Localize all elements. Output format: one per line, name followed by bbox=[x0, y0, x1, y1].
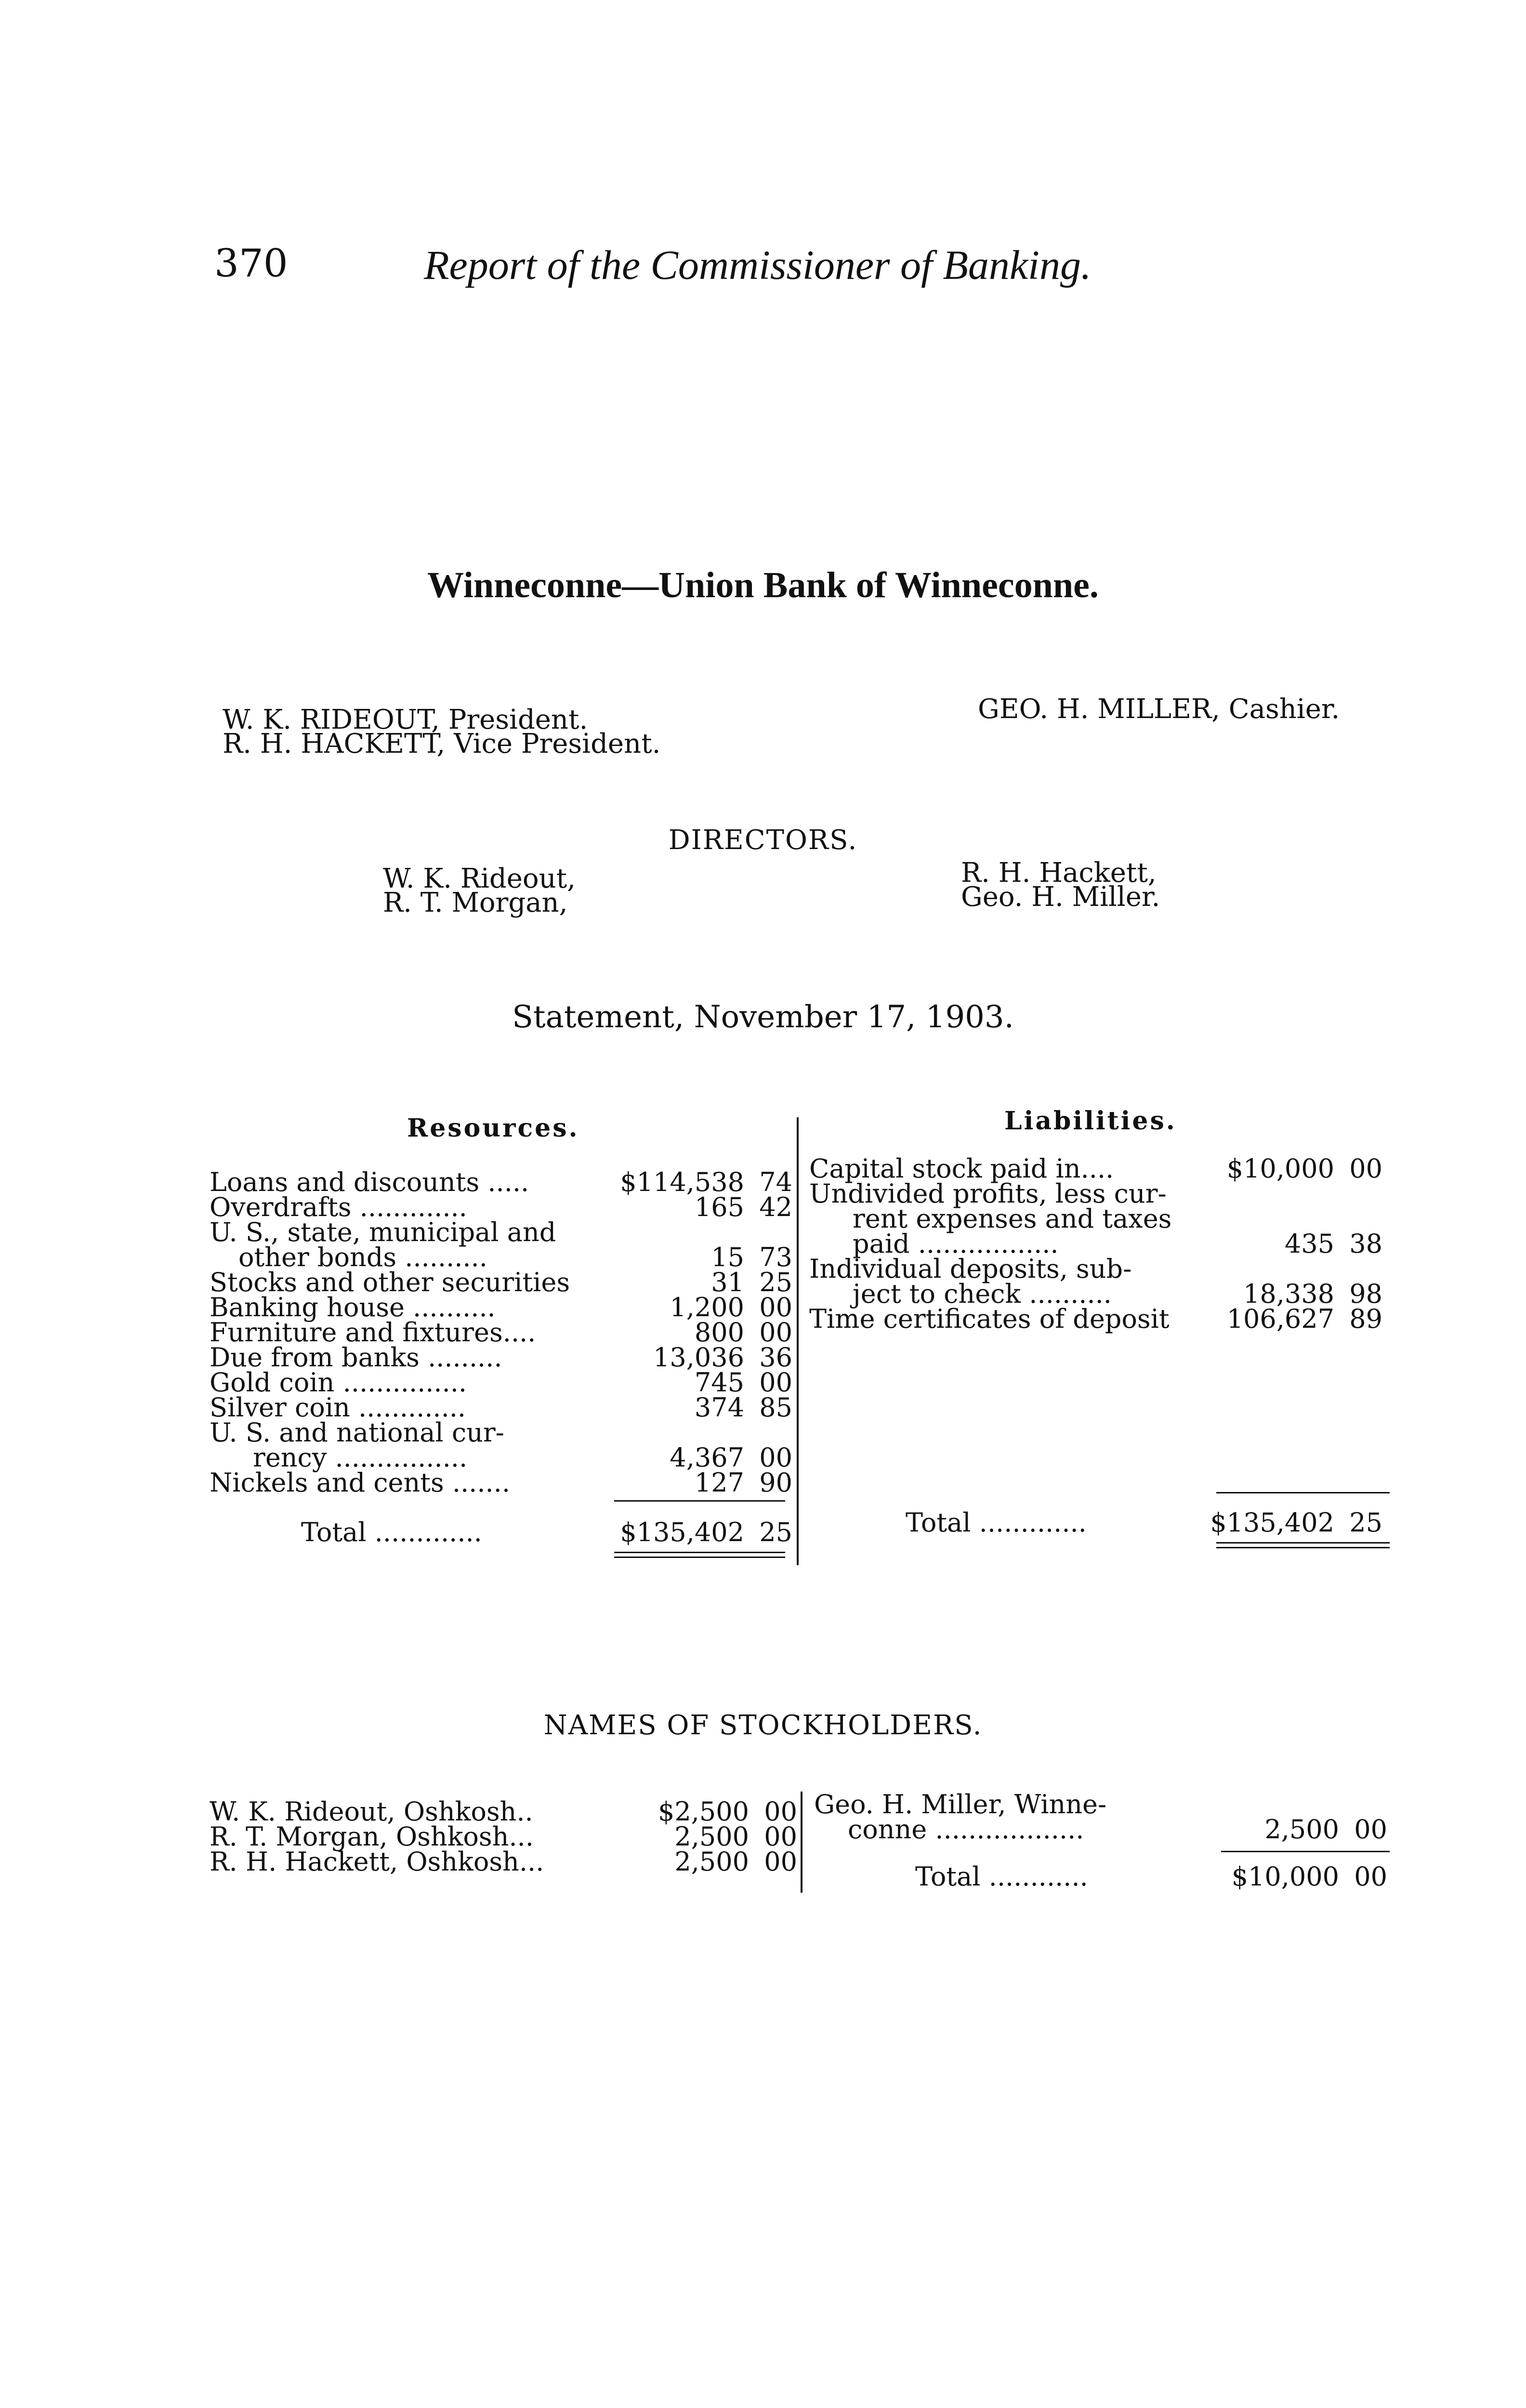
statement-date: Statement, November 17, 1903. bbox=[512, 999, 1014, 1035]
director-name: W. K. Rideout, bbox=[383, 863, 576, 894]
director-name: Geo. H. Miller. bbox=[961, 881, 1160, 913]
bank-title: Winneconne—Union Bank of Winneconne. bbox=[427, 565, 1099, 605]
resources-heading: Resources. bbox=[407, 1113, 579, 1143]
total-rule bbox=[614, 1557, 785, 1558]
column-divider bbox=[797, 1117, 799, 1565]
officer-president: W. K. RIDEOUT, President. bbox=[223, 704, 588, 735]
officer-vice-president: R. H. HACKETT, Vice President. bbox=[223, 728, 661, 759]
total-rule bbox=[1216, 1542, 1390, 1544]
directors-heading: DIRECTORS. bbox=[668, 824, 858, 856]
subtotal-rule bbox=[1221, 1851, 1390, 1852]
page-number: 370 bbox=[214, 241, 288, 286]
stockholders-divider bbox=[801, 1792, 802, 1893]
liabilities-heading: Liabilities. bbox=[1004, 1106, 1177, 1136]
subtotal-rule bbox=[1216, 1492, 1390, 1493]
total-rule bbox=[614, 1552, 785, 1553]
director-name: R. H. Hackett, bbox=[961, 857, 1157, 889]
running-title: Report of the Commissioner of Banking. bbox=[424, 242, 1092, 288]
stockholders-heading: NAMES OF STOCKHOLDERS. bbox=[543, 1710, 983, 1741]
director-name: R. T. Morgan, bbox=[383, 887, 568, 918]
total-rule bbox=[1216, 1547, 1390, 1548]
officer-cashier: GEO. H. MILLER, Cashier. bbox=[978, 694, 1340, 725]
subtotal-rule bbox=[614, 1500, 785, 1502]
